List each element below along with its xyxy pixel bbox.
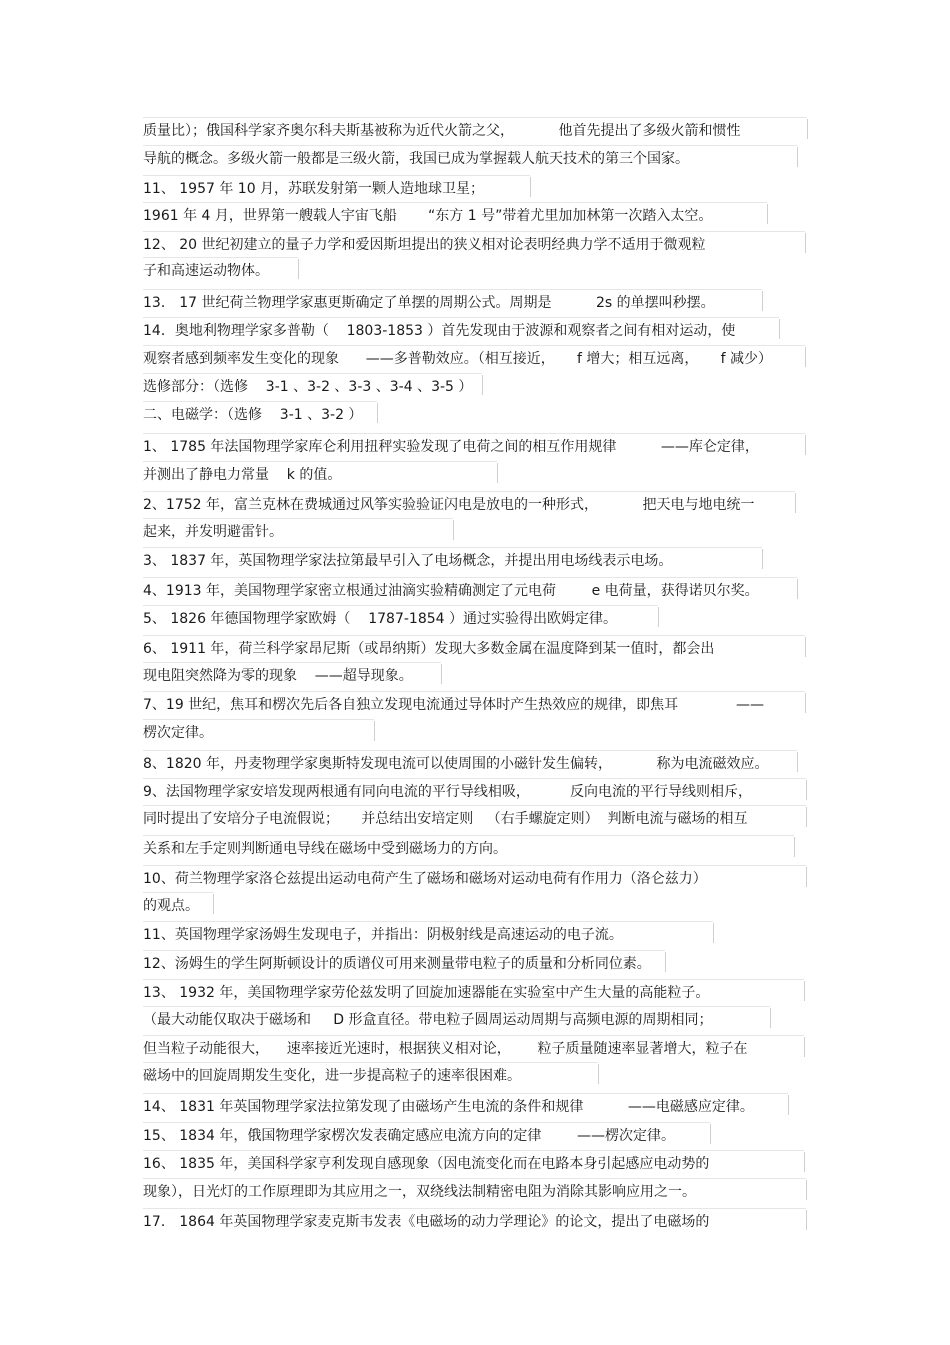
line-edge-marker bbox=[762, 549, 763, 569]
line-rule bbox=[143, 865, 806, 866]
line-rule bbox=[143, 373, 482, 374]
line-edge-marker bbox=[806, 867, 807, 887]
line-edge-marker bbox=[788, 1095, 789, 1115]
text-line: 11、 1957 年 10 月，苏联发射第一颗人造地球卫星； bbox=[143, 181, 485, 197]
line-rule bbox=[143, 1208, 806, 1209]
line-rule bbox=[143, 401, 377, 402]
text-line: 13． 17 世纪荷兰物理学家惠更斯确定了单摆的周期公式。周期是 2s 的单摆叫秒摆。 bbox=[143, 295, 715, 311]
text-line: 观察者感到频率发生变化的现象 ——多普勒效应。（相互接近， f 增大；相互远离， f 减少） bbox=[143, 351, 772, 367]
line-rule bbox=[143, 257, 298, 258]
text-line: 选修部分：（选修 3-1 、3-2 、3-3 、3-4 、3-5 ） bbox=[143, 379, 473, 395]
line-rule bbox=[143, 605, 658, 606]
line-edge-marker bbox=[797, 752, 798, 772]
line-edge-marker bbox=[453, 520, 454, 540]
line-edge-marker bbox=[767, 204, 768, 224]
line-edge-marker bbox=[805, 637, 806, 657]
line-edge-marker bbox=[805, 233, 806, 253]
text-line: 同时提出了安培分子电流假说； 并总结出安培定则 （右手螺旋定则） 判断电流与磁场的相互 bbox=[143, 811, 748, 827]
line-edge-marker bbox=[658, 607, 659, 627]
line-rule bbox=[143, 1006, 770, 1007]
text-line: 9、法国物理学家安培发现两根通有同向电流的平行导线相吸， 反向电流的平行导线则相斥， bbox=[143, 784, 752, 800]
line-rule bbox=[143, 750, 797, 751]
text-line: 导航的概念。多级火箭一般都是三级火箭，我国已成为掌握载人航天技术的第三个国家。 bbox=[143, 151, 689, 167]
line-rule bbox=[143, 117, 807, 118]
text-line: 7、19 世纪，焦耳和楞次先后各自独立发现电流通过导体时产生热效应的规律，即焦耳 —— bbox=[143, 697, 765, 713]
text-line: 关系和左手定则判断通电导线在磁场中受到磁场力的方向。 bbox=[143, 841, 507, 857]
line-edge-marker bbox=[710, 1124, 711, 1144]
text-line: 10、荷兰物理学家洛仑兹提出运动电荷产生了磁场和磁场对运动电荷有作用力（洛仑兹力） bbox=[143, 871, 707, 887]
text-line: 磁场中的回旋周期发生变化，进一步提高粒子的速率很困难。 bbox=[143, 1068, 521, 1084]
text-line: （最大动能仅取决于磁场和 D 形盒直径。带电粒子圆周运动周期与高频电源的周期相同； bbox=[143, 1012, 713, 1028]
line-edge-marker bbox=[804, 1152, 805, 1172]
line-rule bbox=[143, 979, 804, 980]
line-rule bbox=[143, 145, 797, 146]
text-line: 5、 1826 年德国物理学家欧姆（ 1787-1854 ）通过实验得出欧姆定律。 bbox=[143, 611, 617, 627]
text-line: 12、 20 世纪初建立的量子力学和爱因斯坦提出的狭义相对论表明经典力学不适用于微观粒 bbox=[143, 237, 706, 253]
line-rule bbox=[143, 317, 779, 318]
text-line: 16、 1835 年，美国科学家亨利发现自感现象（因电流变化而在电路本身引起感应电动势的 bbox=[143, 1156, 710, 1172]
text-line: 现象），日光灯的工作原理即为其应用之一，双绕线法制精密电阻为消除其影响应用之一。 bbox=[143, 1184, 696, 1200]
line-rule bbox=[143, 1178, 806, 1179]
text-line: 楞次定律。 bbox=[143, 725, 213, 741]
line-edge-marker bbox=[804, 1037, 805, 1057]
line-rule bbox=[143, 921, 713, 922]
line-edge-marker bbox=[805, 347, 806, 367]
line-edge-marker bbox=[298, 259, 299, 279]
text-line: 13、 1932 年，美国物理学家劳伦兹发明了回旋加速器能在实验室中产生大量的高能粒子。 bbox=[143, 985, 710, 1001]
text-line: 的观点。 bbox=[143, 898, 199, 914]
line-rule bbox=[143, 461, 497, 462]
line-edge-marker bbox=[713, 923, 714, 943]
text-line: 但当粒子动能很大， 速率接近光速时，根据狭义相对论， 粒子质量随速率显著增大，粒子在 bbox=[143, 1041, 748, 1057]
line-rule bbox=[143, 1035, 804, 1036]
line-rule bbox=[143, 433, 805, 434]
text-line: 1、 1785 年法国物理学家库仑利用扭秤实验发现了电荷之间的相互作用规律 ——库仑定律， bbox=[143, 439, 759, 455]
line-edge-marker bbox=[806, 1180, 807, 1200]
line-edge-marker bbox=[598, 1064, 599, 1084]
line-rule bbox=[143, 518, 453, 519]
text-line: 现电阻突然降为零的现象 ——超导现象。 bbox=[143, 668, 413, 684]
line-rule bbox=[143, 1150, 804, 1151]
line-edge-marker bbox=[779, 319, 780, 339]
line-edge-marker bbox=[806, 780, 807, 800]
text-line: 15、 1834 年，俄国物理学家楞次发表确定感应电流方向的定律 ——楞次定律。 bbox=[143, 1128, 675, 1144]
line-edge-marker bbox=[794, 837, 795, 857]
text-line: 质量比）；俄国科学家齐奥尔科夫斯基被称为近代火箭之父， 他首先提出了多级火箭和惯性 bbox=[143, 123, 741, 139]
line-rule bbox=[143, 175, 530, 176]
text-line: 子和高速运动物体。 bbox=[143, 263, 269, 279]
line-edge-marker bbox=[441, 664, 442, 684]
line-rule bbox=[143, 719, 374, 720]
line-rule bbox=[143, 202, 767, 203]
line-rule bbox=[143, 950, 665, 951]
line-rule bbox=[143, 805, 806, 806]
line-rule bbox=[143, 662, 441, 663]
text-line: 4、1913 年，美国物理学家密立根通过油滴实验精确测定了元电荷 e 电荷量，获得诺贝尔奖。 bbox=[143, 583, 759, 599]
line-rule bbox=[143, 635, 805, 636]
line-rule bbox=[143, 691, 805, 692]
line-edge-marker bbox=[805, 435, 806, 455]
line-rule bbox=[143, 778, 806, 779]
text-line: 17． 1864 年英国物理学家麦克斯韦发表《电磁场的动力学理论》的论文，提出了电磁场的 bbox=[143, 1214, 710, 1230]
line-edge-marker bbox=[530, 177, 531, 197]
text-line: 2、1752 年，富兰克林在费城通过风筝实验验证闪电是放电的一种形式， 把天电与地电统一 bbox=[143, 497, 755, 513]
line-edge-marker bbox=[497, 463, 498, 483]
text-line: 1961 年 4 月，世界第一艘载人宇宙飞船 “东方 1 号”带着尤里加加林第一次踏入太空。 bbox=[143, 208, 713, 224]
text-line: 二、电磁学：（选修 3-1 、3-2 ） bbox=[143, 407, 363, 423]
line-rule bbox=[143, 289, 762, 290]
line-edge-marker bbox=[213, 894, 214, 914]
line-rule bbox=[143, 1122, 710, 1123]
line-edge-marker bbox=[804, 981, 805, 1001]
line-rule bbox=[143, 345, 805, 346]
line-rule bbox=[143, 892, 213, 893]
line-edge-marker bbox=[377, 403, 378, 423]
text-line: 14、 1831 年英国物理学家法拉第发现了由磁场产生电流的条件和规律 ——电磁感应定律。 bbox=[143, 1099, 754, 1115]
line-rule bbox=[143, 835, 794, 836]
text-line: 并测出了静电力常量 k 的值。 bbox=[143, 467, 342, 483]
line-edge-marker bbox=[805, 693, 806, 713]
text-line: 8、1820 年，丹麦物理学家奥斯特发现电流可以使周围的小磁针发生偏转， 称为电流磁效应。 bbox=[143, 756, 769, 772]
line-edge-marker bbox=[665, 952, 666, 972]
line-rule bbox=[143, 1093, 788, 1094]
line-edge-marker bbox=[795, 493, 796, 513]
line-rule bbox=[143, 1062, 598, 1063]
line-edge-marker bbox=[374, 721, 375, 741]
line-edge-marker bbox=[797, 147, 798, 167]
line-rule bbox=[143, 231, 805, 232]
line-edge-marker bbox=[806, 1210, 807, 1230]
line-rule bbox=[143, 547, 762, 548]
line-edge-marker bbox=[797, 579, 798, 599]
text-line: 14．奥地利物理学家多普勒（ 1803-1853 ）首先发现由于波源和观察者之间有相对运动，使 bbox=[143, 323, 736, 339]
text-line: 起来，并发明避雷针。 bbox=[143, 524, 283, 540]
line-rule bbox=[143, 491, 795, 492]
line-edge-marker bbox=[770, 1008, 771, 1028]
text-line: 12、汤姆生的学生阿斯顿设计的质谱仪可用来测量带电粒子的质量和分析同位素。 bbox=[143, 956, 651, 972]
line-edge-marker bbox=[762, 291, 763, 311]
line-edge-marker bbox=[482, 375, 483, 395]
line-edge-marker bbox=[806, 807, 807, 827]
text-line: 3、 1837 年，英国物理学家法拉第最早引入了电场概念，并提出用电场线表示电场。 bbox=[143, 553, 673, 569]
line-edge-marker bbox=[807, 119, 808, 139]
line-rule bbox=[143, 577, 797, 578]
text-line: 11、英国物理学家汤姆生发现电子，并指出：阴极射线是高速运动的电子流。 bbox=[143, 927, 623, 943]
text-line: 6、 1911 年，荷兰科学家昂尼斯（或昂纳斯）发现大多数金属在温度降到某一值时，都会出 bbox=[143, 641, 715, 657]
